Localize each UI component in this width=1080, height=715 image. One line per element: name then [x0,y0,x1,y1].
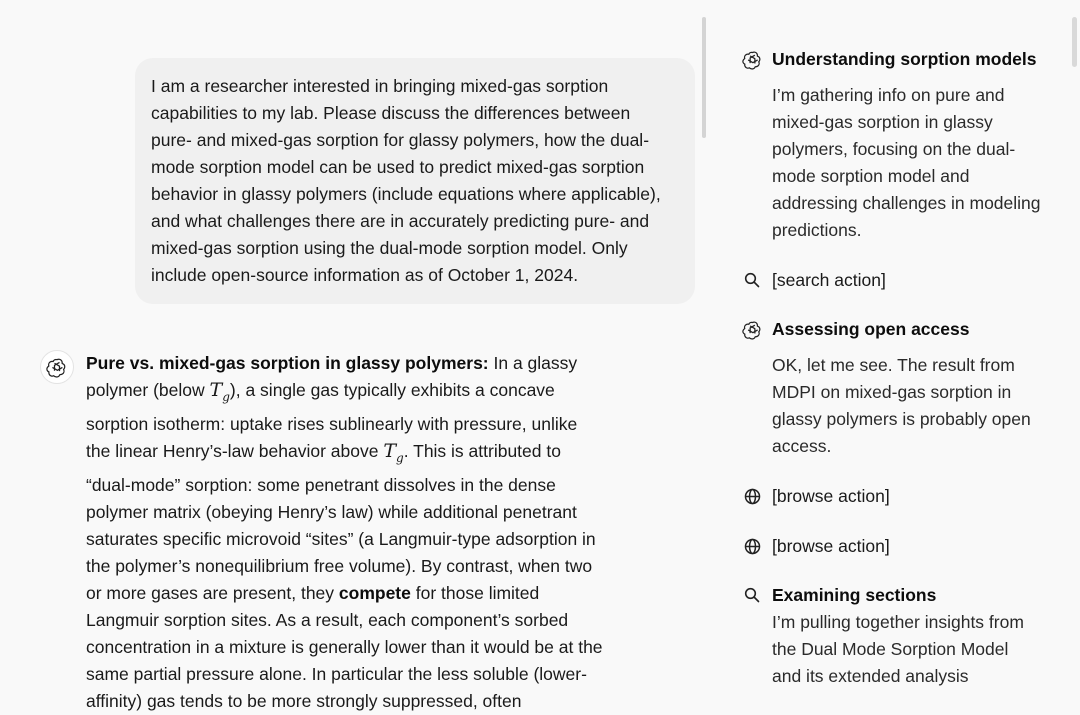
step-body: I’m gathering info on pure and mixed-gas sorption in glassy polymers, focusing on the dual-mode sorption model and addressing challenges in modeling predictions. [772,85,1041,240]
step-action-label[interactable]: [search action] [772,270,886,290]
reasoning-panel[interactable] [712,0,1080,696]
step-title: Understanding sorption models [772,49,1037,69]
user-message-text: I am a researcher interested in bringing mixed-gas sorption capabilities to my lab. Please discuss the differences between pure- and mixed-gas sorption for glassy polymers, how the dual-mode sorption model can be used to predict mixed-gas sorption behavior in glassy polymers (include equations where applicable), and what challenges there are in accurately predicting pure- and mixed-gas sorption using the dual-mode sorption model. Only include open-source information as of October 1, 2024. [151,76,661,285]
assistant-heading: Pure vs. mixed-gas sorption in glassy polymers: [86,353,489,373]
assistant-text-2: ), a single gas typically exhibits a concave sorption isotherm: uptake rises sublinearly with pressure, unlike the linear Henry’s-law behavior above [86,380,578,461]
math-tg-2: $T_g$ [383,439,404,465]
step-action-label[interactable]: [browse action] [772,536,890,556]
openai-logo-icon [40,350,74,384]
globe-icon [742,486,762,506]
assistant-text-1: In a glassy polymer (below [86,353,578,400]
globe-icon [742,536,762,556]
panel-scrollbar[interactable] [1072,17,1077,67]
assistant-text-4: for those limited Langmuir sorption sites. As a result, each component’s sorbed concentration in a mixture is generally lower than it would be at the same partial pressure alone. In particular the less soluble (lower-affinity) gas tends to be more strongly suppressed, often [86,582,603,711]
step-action-label[interactable]: [browse action] [772,486,890,506]
assistant-text-3: . This is attributed to “dual-mode” sorption: some penetrant dissolves in the dense polymer matrix (obeying Henry’s law) while additional penetrant saturates specific microvoid “sites” (a Langmuir-type adsorption in the polymer’s nonequilibrium free volume). By contrast, when two or more gases are present, they [86,440,596,603]
assistant-message-text [86,350,606,715]
search-icon [742,270,762,290]
step-title: Examining sections [772,585,937,605]
step-title: Assessing open access [772,319,970,339]
openai-logo-icon [742,49,762,69]
chat-scrollbar[interactable] [702,17,706,138]
user-message-bubble [135,58,695,304]
assistant-emphasis-compete: compete [338,582,411,603]
step-body: I’m pulling together insights from the Dual Mode Sorption Model and its extended analysis [772,612,1024,686]
openai-logo-icon [742,319,762,339]
math-tg-1: $T_g$ [209,379,230,404]
search-icon [742,585,762,605]
step-body: OK, let me see. The result from MDPI on mixed-gas sorption in glassy polymers is probably open access. [772,355,1031,456]
